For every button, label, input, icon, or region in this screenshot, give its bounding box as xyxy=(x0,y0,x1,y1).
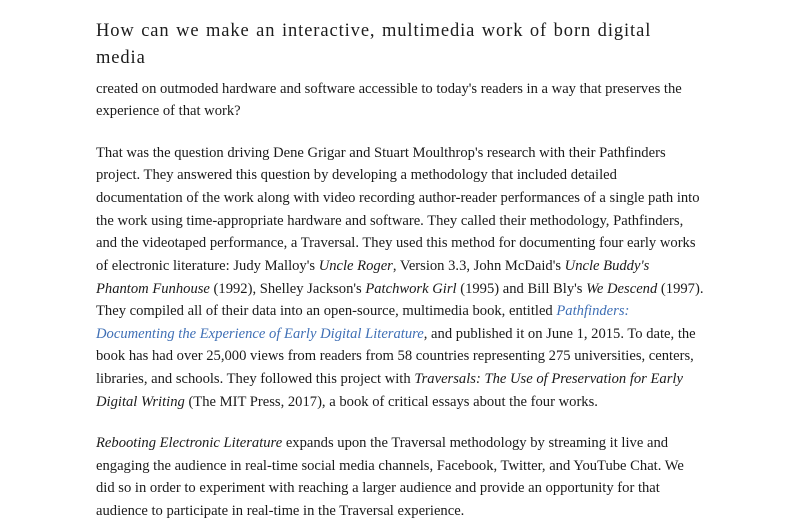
text-segment: expands upon the Traversal methodology by streaming it live and engaging the audience in real-time social media channels, Facebook, Twitter, and YouTube Chat. We did so in order to experiment with reaching a larger audience and provide an opportunity for that audience to participate in real-time in the Traversal experience. xyxy=(96,435,684,519)
text-segment: (1992), Shelley Jackson's xyxy=(209,280,366,297)
pathfinders-book-link[interactable]: Pathfinders: Documenting the Experience of Early Digital Literature xyxy=(96,303,630,342)
text-segment: , and published it on June 1, 2015. To date, the book has had over 25,000 views from readers from 58 countries representing 275 universities, centers, libraries, and schools. They followed this project with xyxy=(96,325,696,387)
work-title-rebooting-electronic-literature: Rebooting Electronic Literature xyxy=(96,435,283,452)
text-segment: (1995) and Bill Bly's xyxy=(456,280,587,297)
body-paragraph-1 xyxy=(96,142,704,413)
lead-paragraph: created on outmoded hardware and software accessible to today's readers in a way that preserves the experience of that work? xyxy=(96,80,682,120)
page-title: How can we make an interactive, multimedia work of born digital media xyxy=(96,21,652,68)
text-segment: , Version 3.3, John McDaid's xyxy=(392,257,565,274)
body-paragraph-2 xyxy=(96,432,704,522)
work-title-traversals: Traversals: The Use of Preservation for Early Digital Writing xyxy=(96,370,683,410)
work-title-uncle-buddys-phantom-funhouse: Uncle Buddy's Phantom Funhouse xyxy=(96,257,650,297)
work-title-uncle-roger: Uncle Roger xyxy=(318,257,393,274)
work-title-we-descend: We Descend xyxy=(586,280,658,297)
text-segment: That was the question driving Dene Grigar and Stuart Moulthrop's research with their Pathfinders project. They answered this question by developing a methodology that included detailed documentation of the work along with video recording author-reader performances of a single path into the work using time-appropriate hardware and software. They called their methodology, Pathfinders, and the videotaped performance, a Traversal. They used this method for documenting four early works of electronic literature: Judy Malloy's xyxy=(96,144,700,274)
text-segment: (1997). They compiled all of their data into an open-source, multimedia book, entitled xyxy=(96,280,704,320)
paragraph-spacer xyxy=(96,123,704,142)
work-title-patchwork-girl: Patchwork Girl xyxy=(365,280,457,297)
paragraph-spacer xyxy=(96,413,704,432)
text-segment: (The MIT Press, 2017), a book of critical essays about the four works. xyxy=(184,393,598,410)
